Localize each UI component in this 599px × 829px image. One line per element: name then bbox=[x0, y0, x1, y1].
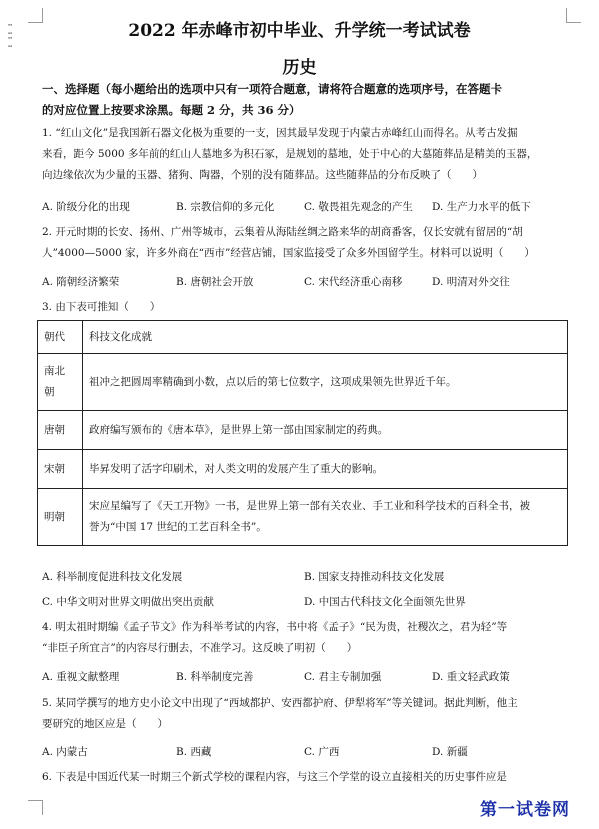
dynasty-achievements-table bbox=[37, 320, 568, 546]
table-row bbox=[38, 450, 568, 489]
question-2-line: 人”4000—5000 家，许多外商在“西市”经营店铺，国家监接受了众多外国留学生。材料可以说明（ ） bbox=[42, 247, 535, 259]
option-b: B. 唐朝社会开放 bbox=[176, 276, 254, 288]
option-d: D. 明清对外交往 bbox=[432, 276, 510, 288]
option-a: A. 阶级分化的出现 bbox=[42, 201, 130, 213]
question-5-line: 5. 某同学撰写的地方史小论文中出现了“西域都护、安西都护府、伊犁将军”等关键词。据此判断，他主 bbox=[42, 697, 518, 709]
era-text: 南北 bbox=[44, 365, 65, 377]
table-row bbox=[38, 354, 568, 411]
era-cell: 明朝 bbox=[38, 489, 83, 546]
question-5 bbox=[42, 693, 563, 735]
crop-mark-bottom-left bbox=[28, 800, 43, 815]
option-d: D. 重文轻武政策 bbox=[432, 671, 510, 683]
achievement-cell bbox=[83, 489, 568, 546]
option-a: A. 内蒙古 bbox=[42, 746, 88, 758]
achievement-cell: 毕昇发明了活字印刷术，对人类文明的发展产生了重大的影响。 bbox=[83, 450, 568, 489]
option-b: B. 科举制度完善 bbox=[176, 671, 254, 683]
era-cell bbox=[38, 354, 83, 411]
achievement-cell: 祖冲之把圆周率精确到小数，点以后的第七位数字，这项成果领先世界近千年。 bbox=[83, 354, 568, 411]
option-c: C. 君主专制加强 bbox=[304, 671, 382, 683]
question-1-line: 1. “红山文化”是我国新石器文化极为重要的一支，因其最早发现于内蒙古赤峰红山而得名。从考古发掘 bbox=[42, 127, 518, 139]
table-header-cell: 朝代 bbox=[38, 321, 83, 354]
option-c: C. 广西 bbox=[304, 746, 340, 758]
drag-handle-icon[interactable]: ⁚⁚ ⁚⁚ bbox=[7, 23, 12, 51]
question-6: 6. 下表是中国近代某一时期三个新式学校的课程内容，与这三个学堂的设立直接相关的历史事件应是 bbox=[42, 771, 507, 783]
question-3-options-row1 bbox=[42, 567, 563, 588]
era-text: 朝 bbox=[44, 386, 55, 398]
question-4-options bbox=[42, 667, 563, 688]
option-c: C. 敬畏祖先观念的产生 bbox=[304, 201, 413, 213]
era-cell: 唐朝 bbox=[38, 411, 83, 450]
section-heading-line: 一、选择题（每小题给出的选项中只有一项符合题意，请将符合题意的选项序号，在答题卡 bbox=[42, 82, 502, 96]
subject-title: 历史 bbox=[282, 58, 317, 78]
question-2-line: 2. 开元时期的长安、扬州、广州等城市，云集着从海陆丝绸之路来华的胡商番客，仅长安就有留居的“胡 bbox=[42, 226, 523, 238]
option-d: D. 中国古代科技文化全面领先世界 bbox=[304, 596, 466, 608]
option-a: A. 隋朝经济繁荣 bbox=[42, 276, 120, 288]
option-a: A. 重视文献整理 bbox=[42, 671, 120, 683]
table-header-row bbox=[38, 321, 568, 354]
question-4-line: “非臣子所宜言”的内容尽行删去，不准学习。这反映了明初（ ） bbox=[42, 642, 358, 654]
option-d: D. 新疆 bbox=[432, 746, 468, 758]
option-c: C. 宋代经济重心南移 bbox=[304, 276, 403, 288]
question-1-options bbox=[42, 197, 563, 218]
achievement-cell: 政府编写颁布的《唐本草》，是世界上第一部由国家制定的药典。 bbox=[83, 411, 568, 450]
option-b: B. 西藏 bbox=[176, 746, 212, 758]
achievement-text: 宋应星编写了《天工开物》一书，是世界上第一部有关农业、手工业和科学技术的百科全书，被 bbox=[89, 500, 530, 512]
exam-title: 2022 年赤峰市初中毕业、升学统一考试试卷 bbox=[128, 21, 471, 41]
question-3-options-row2 bbox=[42, 592, 563, 613]
question-4-line: 4. 明太祖时期编《孟子节文》作为科举考试的内容，书中将《孟子》“民为贵，社稷次之，君为轻”等 bbox=[42, 621, 508, 633]
question-4 bbox=[42, 617, 563, 659]
question-1-line: 来看，距今 5000 多年前的红山人墓地多为积石冢，是规划的墓地，处于中心的大墓随葬品是精美的玉器， bbox=[42, 148, 538, 160]
watermark-logo: 第一试卷网 bbox=[480, 800, 570, 820]
question-1-line: 向边缘依次为少量的玉器、猪狗、陶器，个别的没有随葬品。这些随葬品的分布反映了（ ） bbox=[42, 169, 483, 181]
option-c: C. 中华文明对世界文明做出突出贡献 bbox=[42, 596, 214, 608]
question-1 bbox=[42, 123, 563, 186]
question-2-options bbox=[42, 272, 563, 293]
question-5-line: 要研究的地区应是（ ） bbox=[42, 718, 168, 730]
question-3-stem: 3. 由下表可推知（ ） bbox=[42, 301, 161, 313]
option-d: D. 生产力水平的低下 bbox=[432, 201, 531, 213]
question-2 bbox=[42, 222, 563, 264]
question-5-options bbox=[42, 742, 563, 763]
section-heading bbox=[42, 79, 562, 121]
option-b: B. 宗教信仰的多元化 bbox=[176, 201, 275, 213]
option-b: B. 国家支持推动科技文化发展 bbox=[304, 571, 445, 583]
option-a: A. 科举制度促进科技文化发展 bbox=[42, 571, 183, 583]
table-row bbox=[38, 411, 568, 450]
achievement-text: 誉为“中国 17 世纪的工艺百科全书”。 bbox=[89, 521, 267, 533]
section-heading-line: 的对应位置上按要求涂黑。每题 2 分，共 36 分） bbox=[42, 103, 301, 117]
era-cell: 宋朝 bbox=[38, 450, 83, 489]
table-row bbox=[38, 489, 568, 546]
table-header-cell: 科技文化成就 bbox=[83, 321, 568, 354]
